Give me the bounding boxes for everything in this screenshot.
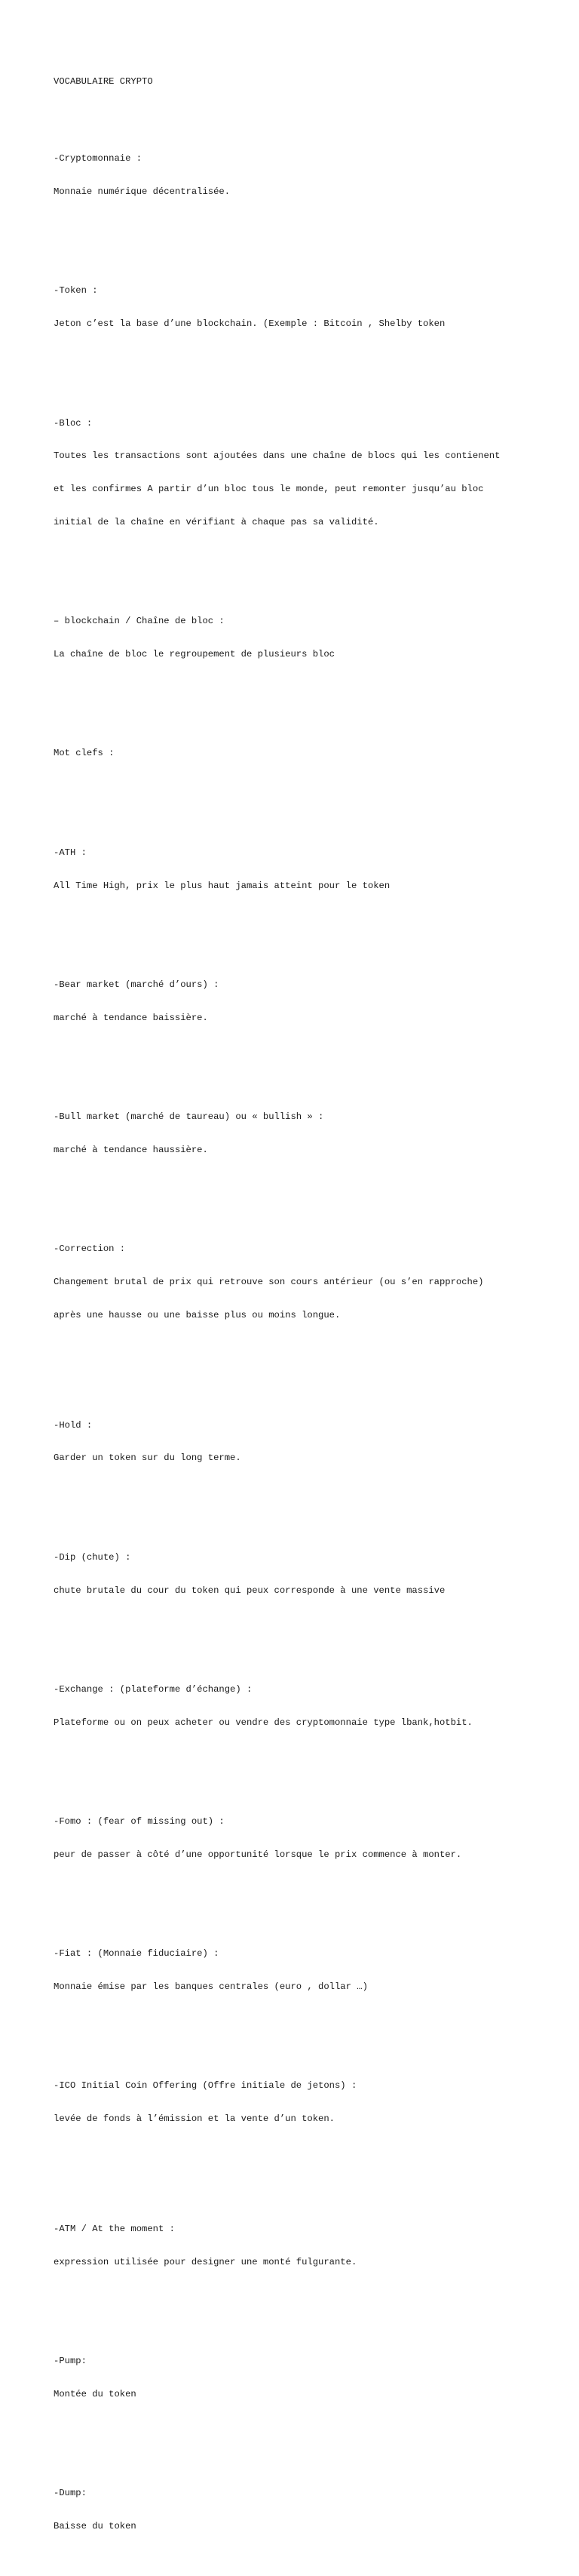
document-title: VOCABULAIRE CRYPTO [54, 76, 153, 88]
entry-bull-market [54, 1090, 551, 1178]
entry-definition: Garder un token sur du long terme. [54, 1452, 241, 1464]
entry-dump [54, 2466, 551, 2554]
entry-term: -Cryptomonnaie : [54, 153, 142, 164]
entry-term: -Pump: [54, 2356, 87, 2367]
entry-cryptomonnaie [54, 131, 551, 220]
entry-definition: marché à tendance baissière. [54, 1012, 208, 1023]
entry-term: -ICO Initial Coin Offering (Offre initiale de jetons) : [54, 2080, 357, 2092]
entry-ath [54, 825, 551, 914]
document-page [54, 54, 551, 2576]
entry-definition: La chaîne de bloc le regroupement de plusieurs bloc [54, 649, 335, 660]
entry-definition: chute brutale du cour du token qui peux corresponde à une vente massive [54, 1585, 446, 1596]
section-heading-mot-clefs [54, 726, 551, 781]
entry-pump [54, 2334, 551, 2422]
entry-definition: initial de la chaîne en vérifiant à chaque pas sa validité. [54, 516, 379, 527]
entry-hold [54, 1397, 551, 1486]
section-heading: Mot clefs : [54, 748, 115, 759]
entry-atm [54, 2202, 551, 2290]
entry-definition: Changement brutal de prix qui retrouve son cours antérieur (ou s’en rapproche) [54, 1276, 484, 1287]
entry-bear-market [54, 958, 551, 1046]
entry-term: -Fomo : (fear of missing out) : [54, 1816, 225, 1827]
entry-dip [54, 1530, 551, 1618]
entry-definition: levée de fonds à l’émission et la vente d’un token. [54, 2113, 335, 2125]
entry-term: -Bull market (marché de taureau) ou « bullish » : [54, 1111, 324, 1122]
entry-correction [54, 1222, 551, 1343]
entry-definition: marché à tendance haussière. [54, 1144, 208, 1155]
entry-definition: peur de passer à côté d’une opportunité lorsque le prix commence à monter. [54, 1849, 462, 1860]
entry-term: -ATH : [54, 847, 87, 858]
entry-term: -Fiat : (Monnaie fiduciaire) : [54, 1948, 219, 1960]
entry-definition: All Time High, prix le plus haut jamais atteint pour le token [54, 880, 391, 891]
entry-term: -Exchange : (plateforme d’échange) : [54, 1683, 253, 1695]
entry-ico [54, 2058, 551, 2147]
entry-term: -Correction : [54, 1243, 126, 1255]
entry-term: -Bloc : [54, 417, 93, 429]
entry-fomo [54, 1794, 551, 1883]
entry-term: -Hold : [54, 1419, 93, 1431]
entry-definition: Plateforme ou on peux acheter ou vendre des cryptomonnaie type lbank,hotbit. [54, 1717, 473, 1728]
entry-token [54, 263, 551, 352]
entry-exchange [54, 1662, 551, 1751]
entry-definition: après une hausse ou une baisse plus ou moins longue. [54, 1309, 341, 1320]
entry-definition: Monnaie numérique décentralisée. [54, 186, 231, 198]
entry-blockchain [54, 594, 551, 682]
entry-definition: Jeton c’est la base d’une blockchain. (Exemple : Bitcoin , Shelby token [54, 318, 446, 330]
entry-term: -Bear market (marché d’ours) : [54, 979, 219, 990]
entry-definition: expression utilisée pour designer une monté fulgurante. [54, 2256, 357, 2267]
entry-term: -Dump: [54, 2488, 87, 2499]
entry-fiat [54, 1926, 551, 2015]
entry-definition: Toutes les transactions sont ajoutées dans une chaîne de blocs qui les contienent [54, 450, 501, 462]
entry-bloc [54, 395, 551, 549]
entry-definition: et les confirmes A partir d’un bloc tous le monde, peut remonter jusqu’au bloc [54, 484, 484, 495]
entry-term: -Token : [54, 285, 98, 297]
entry-definition: Monnaie émise par les banques centrales (euro , dollar …) [54, 1981, 368, 1992]
entry-term: – blockchain / Chaîne de bloc : [54, 616, 225, 627]
entry-definition: Montée du token [54, 2388, 136, 2399]
entry-definition: Baisse du token [54, 2521, 136, 2531]
entry-term: -ATM / At the moment : [54, 2223, 175, 2234]
entry-term: -Dip (chute) : [54, 1551, 131, 1563]
